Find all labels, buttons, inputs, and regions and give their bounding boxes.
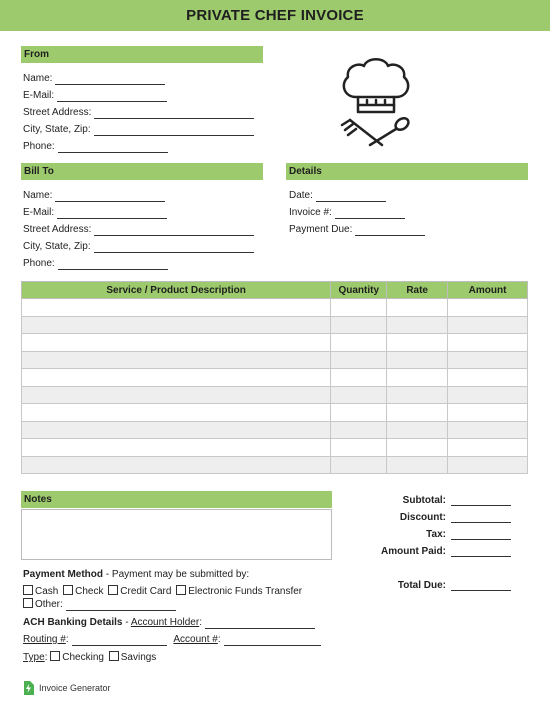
table-row — [22, 421, 528, 439]
from-street-field[interactable] — [23, 107, 254, 119]
discount-label: Discount: — [399, 512, 446, 523]
routing-label: Routing # — [23, 634, 66, 645]
table-row — [22, 456, 528, 474]
table-row — [22, 404, 528, 422]
savings-label: Savings — [120, 652, 157, 663]
cash-label: Cash — [35, 586, 59, 597]
account-label: Account # — [173, 634, 218, 645]
type-row: Type: Checking Savings — [23, 652, 157, 663]
cell-amount[interactable] — [448, 334, 528, 352]
cell-quantity[interactable] — [331, 456, 387, 474]
items-table — [21, 281, 528, 474]
payment-due-label: Payment Due: — [289, 224, 353, 235]
col-amount: Amount — [448, 282, 528, 299]
date-label: Date: — [289, 190, 313, 201]
subtotal-label: Subtotal: — [402, 495, 446, 506]
cell-amount[interactable] — [448, 299, 528, 317]
ach-label: ACH Banking Details — [23, 617, 123, 628]
table-row — [22, 316, 528, 334]
check-checkbox[interactable] — [63, 585, 73, 595]
payment-method-note: - Payment may be submitted by: — [103, 569, 250, 580]
cell-amount[interactable] — [448, 316, 528, 334]
cell-amount[interactable] — [448, 404, 528, 422]
cell-amount[interactable] — [448, 456, 528, 474]
from-header: From — [21, 46, 263, 63]
cell-description[interactable] — [22, 456, 331, 474]
bill-email-field[interactable] — [23, 207, 167, 219]
savings-checkbox[interactable] — [109, 651, 119, 661]
cell-quantity[interactable] — [331, 386, 387, 404]
cell-description[interactable] — [22, 334, 331, 352]
tax-label: Tax: — [426, 529, 446, 540]
type-label: Type — [23, 652, 45, 663]
cell-description[interactable] — [22, 369, 331, 387]
account-field[interactable] — [224, 636, 321, 646]
chef-hat-utensils-icon — [336, 54, 416, 148]
table-row — [22, 351, 528, 369]
payment-method — [23, 569, 249, 581]
bill-city-label: City, State, Zip: — [23, 241, 91, 252]
payment-method-label: Payment Method — [23, 569, 104, 580]
amount-paid-label: Amount Paid: — [381, 546, 446, 557]
cell-amount[interactable] — [448, 439, 528, 457]
cash-checkbox[interactable] — [23, 585, 33, 595]
discount-field[interactable] — [451, 522, 511, 523]
cell-quantity[interactable] — [331, 316, 387, 334]
from-phone-field[interactable] — [23, 141, 168, 153]
from-name-label: Name: — [23, 73, 53, 84]
cell-amount[interactable] — [448, 369, 528, 387]
cell-amount[interactable] — [448, 386, 528, 404]
footer-brand[interactable] — [23, 681, 111, 695]
checking-checkbox[interactable] — [50, 651, 60, 661]
bill-name-field[interactable] — [23, 190, 165, 202]
col-quantity: Quantity — [331, 282, 387, 299]
cell-description[interactable] — [22, 439, 331, 457]
brand-name: Invoice Generator — [39, 683, 111, 693]
routing-field[interactable] — [72, 636, 167, 646]
cell-rate[interactable] — [387, 334, 448, 352]
cell-rate[interactable] — [387, 351, 448, 369]
other-checkbox[interactable] — [23, 598, 33, 608]
bill-phone-label: Phone: — [23, 258, 55, 269]
table-row — [22, 439, 528, 457]
routing-row: Routing #: Account #: — [23, 634, 321, 646]
bill-to-header: Bill To — [21, 163, 263, 180]
cell-quantity[interactable] — [331, 299, 387, 317]
from-street-label: Street Address: — [23, 107, 92, 118]
tax-field[interactable] — [451, 539, 511, 540]
bill-street-label: Street Address: — [23, 224, 92, 235]
eft-label: Electronic Funds Transfer — [188, 586, 303, 597]
table-row — [22, 369, 528, 387]
cell-description[interactable] — [22, 421, 331, 439]
col-description: Service / Product Description — [22, 282, 331, 299]
cell-rate[interactable] — [387, 316, 448, 334]
cell-amount[interactable] — [448, 421, 528, 439]
checking-label: Checking — [62, 652, 104, 663]
from-phone-label: Phone: — [23, 141, 55, 152]
invoice-number-field[interactable] — [289, 207, 405, 219]
total-due-field[interactable] — [451, 590, 511, 591]
cell-quantity[interactable] — [331, 404, 387, 422]
total-due-label: Total Due: — [397, 580, 446, 591]
bill-name-label: Name: — [23, 190, 53, 201]
cell-quantity[interactable] — [331, 439, 387, 457]
bill-email-label: E-Mail: — [23, 207, 55, 218]
account-holder-field[interactable] — [205, 619, 315, 629]
bill-street-field[interactable] — [23, 224, 254, 236]
notes-header: Notes — [21, 491, 332, 508]
cell-rate[interactable] — [387, 439, 448, 457]
table-row — [22, 386, 528, 404]
credit-card-checkbox[interactable] — [108, 585, 118, 595]
cell-rate[interactable] — [387, 369, 448, 387]
cell-quantity[interactable] — [331, 351, 387, 369]
account-holder-label: Account Holder — [130, 617, 200, 628]
cell-rate[interactable] — [387, 404, 448, 422]
amount-paid-field[interactable] — [451, 556, 511, 557]
details-header: Details — [286, 163, 528, 180]
cell-description[interactable] — [22, 351, 331, 369]
cell-rate[interactable] — [387, 456, 448, 474]
eft-checkbox[interactable] — [176, 585, 186, 595]
title-bar — [0, 0, 550, 31]
bill-city-field[interactable] — [23, 241, 254, 253]
col-rate: Rate — [387, 282, 448, 299]
cell-quantity[interactable] — [331, 421, 387, 439]
other-field[interactable] — [66, 601, 176, 611]
cell-rate[interactable] — [387, 421, 448, 439]
cell-quantity[interactable] — [331, 334, 387, 352]
invoice-number-label: Invoice #: — [289, 207, 332, 218]
bill-phone-field[interactable] — [23, 258, 168, 270]
page-title: PRIVATE CHEF INVOICE — [186, 7, 364, 24]
from-city-label: City, State, Zip: — [23, 124, 91, 135]
cell-description[interactable] — [22, 404, 331, 422]
cell-description[interactable] — [22, 316, 331, 334]
subtotal-field[interactable] — [451, 505, 511, 506]
other-option — [23, 598, 176, 611]
cell-quantity[interactable] — [331, 369, 387, 387]
cell-description[interactable] — [22, 299, 331, 317]
ach-row: ACH Banking Details - Account Holder: — [23, 617, 315, 629]
table-row — [22, 299, 528, 317]
items-body — [22, 299, 528, 474]
from-city-field[interactable] — [23, 124, 254, 136]
notes-box[interactable] — [21, 509, 332, 560]
cell-amount[interactable] — [448, 351, 528, 369]
invoice-generator-logo-icon — [23, 681, 34, 695]
other-label: Other: — [35, 599, 63, 610]
cell-description[interactable] — [22, 386, 331, 404]
table-row — [22, 334, 528, 352]
from-email-label: E-Mail: — [23, 90, 55, 101]
check-label: Check — [75, 586, 104, 597]
cell-rate[interactable] — [387, 299, 448, 317]
from-email-field[interactable] — [23, 90, 167, 102]
from-name-field[interactable] — [23, 73, 165, 85]
payment-options — [23, 585, 302, 598]
cell-rate[interactable] — [387, 386, 448, 404]
credit-card-label: Credit Card — [120, 586, 172, 597]
date-field[interactable] — [289, 190, 386, 202]
payment-due-field[interactable] — [289, 224, 425, 236]
